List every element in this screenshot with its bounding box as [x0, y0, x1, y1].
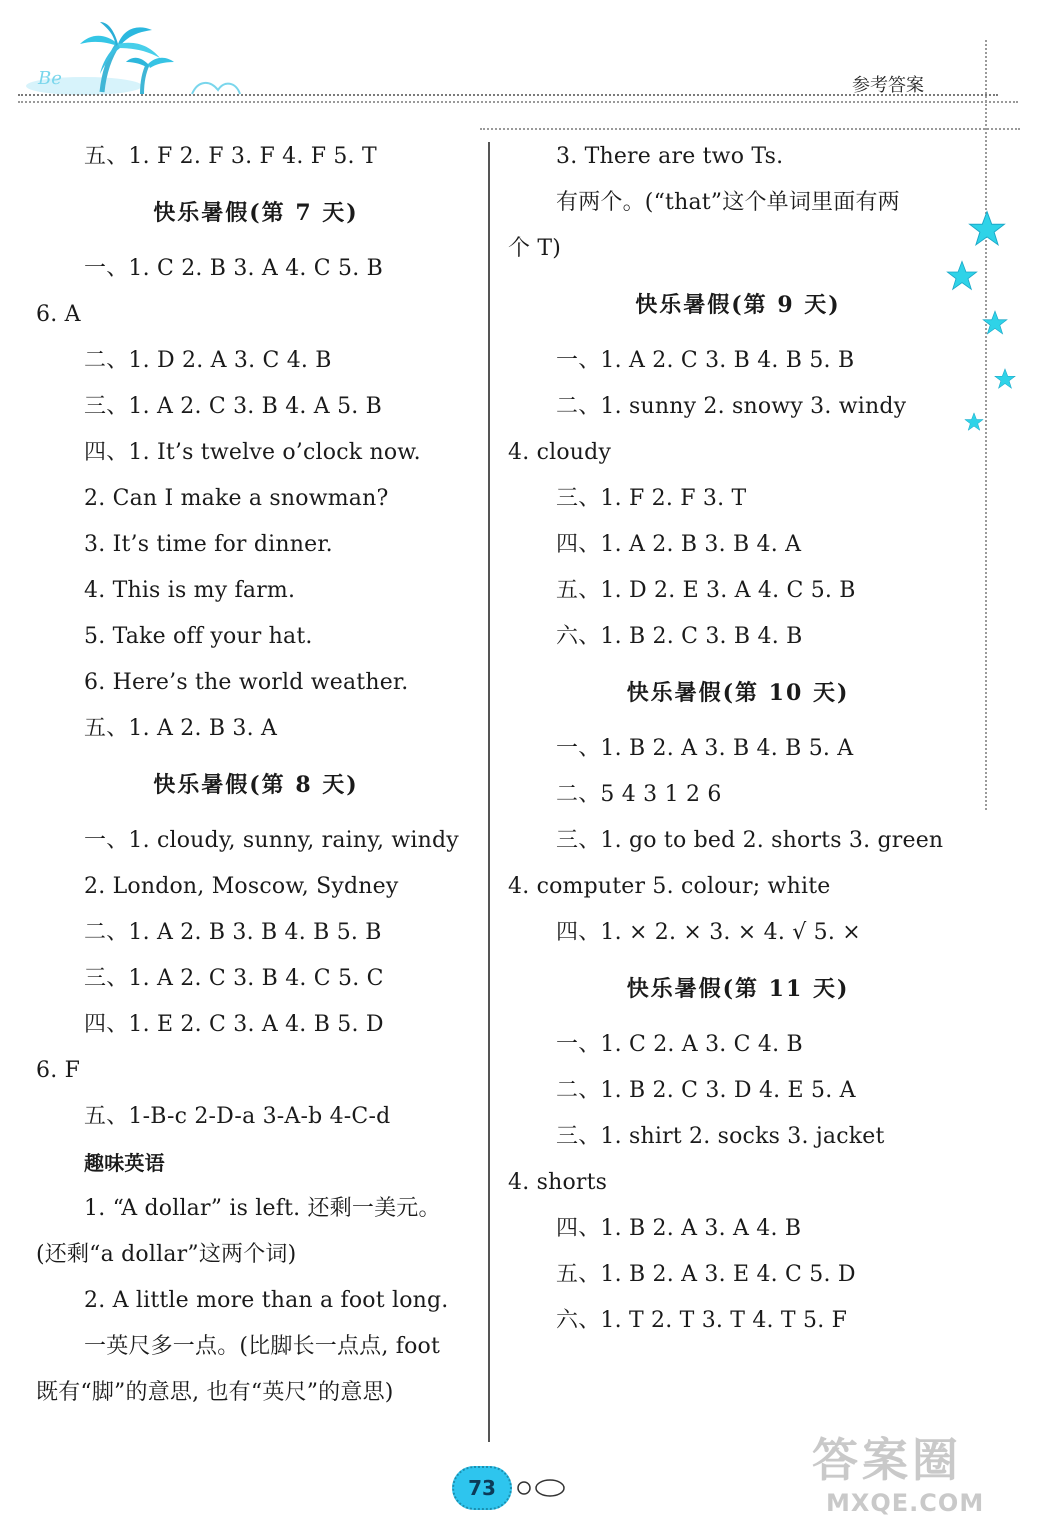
answer-line: 六、1. T 2. T 3. T 4. T 5. F: [556, 1308, 848, 1333]
answer-line: 三、1. F 2. F 3. T: [556, 486, 747, 511]
star-icon: [994, 368, 1016, 390]
answer-line: 三、1. go to bed 2. shorts 3. green: [556, 828, 944, 853]
answer-line: 六、1. B 2. C 3. B 4. B: [556, 624, 803, 649]
header-rule-right: [480, 128, 1020, 130]
section-heading: 快乐暑假(第 10 天): [626, 680, 850, 706]
answer-line: 个 T): [508, 236, 562, 261]
answer-line: 二、1. sunny 2. snowy 3. windy: [556, 394, 907, 419]
answer-line: 四、1. × 2. × 3. × 4. √ 5. ×: [556, 920, 861, 945]
section-heading: 快乐暑假(第 9 天): [635, 292, 841, 318]
answer-line: 五、1. F 2. F 3. F 4. F 5. T: [84, 144, 377, 169]
left-column: [36, 134, 476, 1416]
watermark-url: MXQE.COM: [826, 1489, 985, 1517]
header-label: 参考答案: [852, 75, 924, 96]
answer-line: 4. computer 5. colour; white: [508, 874, 831, 899]
answer-line: 既有“脚”的意思, 也有“英尺”的意思): [36, 1380, 394, 1405]
answer-line: 三、1. A 2. C 3. B 4. C 5. C: [84, 966, 384, 991]
star-icon: [982, 310, 1008, 336]
palm-tree-logo-icon: [14, 22, 254, 102]
answer-line: 3. It’s time for dinner.: [84, 532, 333, 557]
answer-line: 1. “A dollar” is left. 还剩一美元。: [84, 1196, 441, 1221]
answer-line: 有两个。(“that”这个单词里面有两: [556, 190, 900, 215]
answer-line: 2. A little more than a foot long.: [84, 1288, 449, 1313]
answer-line: 四、1. It’s twelve o’clock now.: [84, 440, 421, 465]
bubble-icon: [516, 1478, 578, 1498]
answer-line: 二、5 4 3 1 2 6: [556, 782, 722, 807]
section-heading: 快乐暑假(第 8 天): [153, 772, 359, 798]
answer-line: 五、1-B-c 2-D-a 3-A-b 4-C-d: [84, 1104, 391, 1129]
page-number-badge: 73: [452, 1466, 512, 1510]
answer-line: 6. Here’s the world weather.: [84, 670, 409, 695]
answer-line: 一、1. A 2. C 3. B 4. B 5. B: [556, 348, 855, 373]
answer-line: 4. cloudy: [508, 440, 612, 465]
answer-line: 2. Can I make a snowman?: [84, 486, 389, 511]
answer-line: 6. A: [36, 302, 81, 327]
page-number: [452, 1466, 582, 1512]
answer-line: 五、1. B 2. A 3. E 4. C 5. D: [556, 1262, 856, 1287]
answer-line: 二、1. A 2. B 3. B 4. B 5. B: [84, 920, 382, 945]
section-heading: 快乐暑假(第 11 天): [626, 976, 850, 1002]
answer-line: 五、1. D 2. E 3. A 4. C 5. B: [556, 578, 856, 603]
answer-line: 一、1. cloudy, sunny, rainy, windy: [84, 828, 459, 853]
header-rule: [18, 94, 998, 96]
answer-line: 4. shorts: [508, 1170, 608, 1195]
answer-line: 3. There are two Ts.: [556, 144, 784, 169]
answer-line: 二、1. B 2. C 3. D 4. E 5. A: [556, 1078, 856, 1103]
answer-line: 一英尺多一点。(比脚长一点点, foot: [84, 1334, 441, 1359]
answer-line: 四、1. A 2. B 3. B 4. A: [556, 532, 802, 557]
answer-line: 三、1. shirt 2. socks 3. jacket: [556, 1124, 885, 1149]
svg-text:Be: Be: [38, 68, 62, 89]
answer-line: 二、1. D 2. A 3. C 4. B: [84, 348, 332, 373]
watermark: [812, 1432, 1032, 1532]
answer-line: 一、1. C 2. A 3. C 4. B: [556, 1032, 803, 1057]
answer-line: 四、1. B 2. A 3. A 4. B: [556, 1216, 802, 1241]
answer-line: 三、1. A 2. C 3. B 4. A 5. B: [84, 394, 383, 419]
answer-line: 一、1. B 2. A 3. B 4. B 5. A: [556, 736, 854, 761]
answer-line: 4. This is my farm.: [84, 578, 296, 603]
section-heading: 快乐暑假(第 7 天): [153, 200, 359, 226]
answer-line: 5. Take off your hat.: [84, 624, 313, 649]
right-column: [508, 134, 968, 1344]
answer-line: 一、1. C 2. B 3. A 4. C 5. B: [84, 256, 383, 281]
answer-line: 四、1. E 2. C 3. A 4. B 5. D: [84, 1012, 384, 1037]
star-icon: [968, 210, 1006, 248]
margin-rule: [985, 40, 987, 810]
answer-line: (还剩“a dollar”这两个词): [36, 1242, 297, 1267]
answer-line: 五、1. A 2. B 3. A: [84, 716, 278, 741]
header-rule-lower: [18, 101, 1018, 103]
column-divider: [488, 142, 490, 1442]
answer-line: 6. F: [36, 1058, 81, 1083]
answer-line: 2. London, Moscow, Sydney: [84, 874, 399, 899]
section-title: 趣味英语: [84, 1151, 165, 1175]
watermark-title: 答案圈: [812, 1433, 962, 1487]
